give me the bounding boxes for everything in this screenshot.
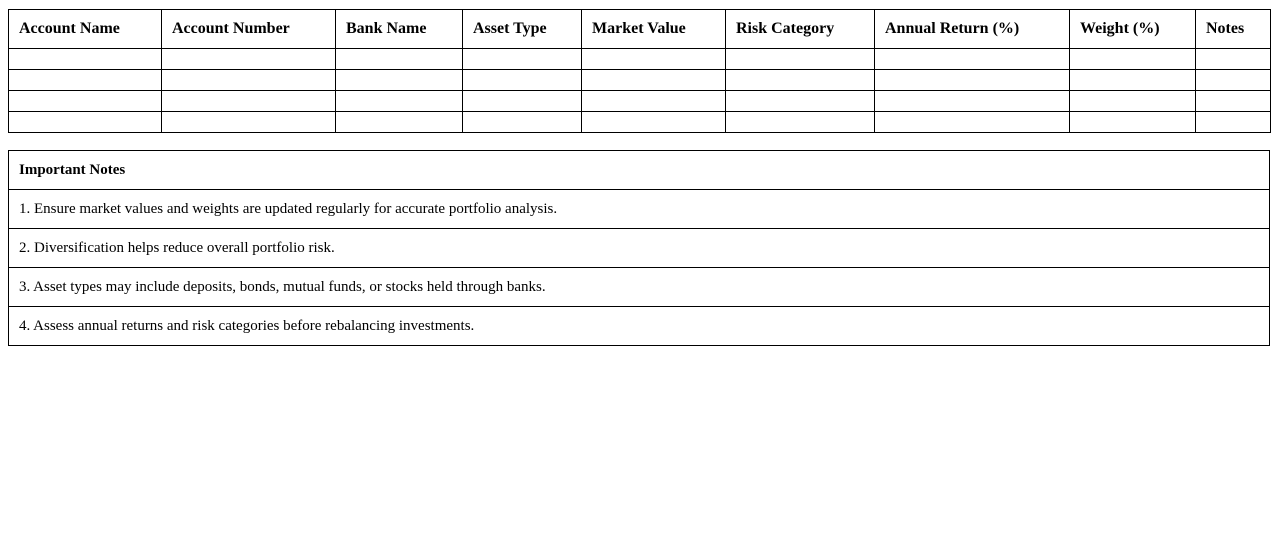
note-item: 4. Assess annual returns and risk categories before rebalancing investments. [9, 307, 1270, 346]
table-cell[interactable] [582, 70, 726, 91]
table-row [9, 91, 1271, 112]
portfolio-table [8, 9, 1271, 133]
table-cell[interactable] [582, 91, 726, 112]
table-cell[interactable] [463, 49, 582, 70]
table-cell[interactable] [726, 49, 875, 70]
table-cell[interactable] [9, 49, 162, 70]
note-row [9, 268, 1270, 307]
table-cell[interactable] [162, 91, 336, 112]
notes-title: Important Notes [9, 151, 1270, 190]
table-cell[interactable] [463, 70, 582, 91]
table-cell[interactable] [582, 112, 726, 133]
table-cell[interactable] [875, 112, 1070, 133]
note-item: 2. Diversification helps reduce overall portfolio risk. [9, 229, 1270, 268]
table-cell[interactable] [582, 49, 726, 70]
table-cell[interactable] [463, 112, 582, 133]
table-cell[interactable] [9, 91, 162, 112]
table-row [9, 112, 1271, 133]
table-cell[interactable] [1196, 112, 1271, 133]
column-header-account-name: Account Name [9, 10, 162, 49]
table-cell[interactable] [9, 112, 162, 133]
table-cell[interactable] [726, 70, 875, 91]
table-cell[interactable] [1196, 91, 1271, 112]
table-cell[interactable] [9, 70, 162, 91]
column-header-notes: Notes [1196, 10, 1271, 49]
table-cell[interactable] [1070, 49, 1196, 70]
column-header-market-value: Market Value [582, 10, 726, 49]
table-cell[interactable] [162, 70, 336, 91]
note-item: 1. Ensure market values and weights are updated regularly for accurate portfolio analysis. [9, 190, 1270, 229]
table-cell[interactable] [162, 49, 336, 70]
note-row [9, 229, 1270, 268]
column-header-bank-name: Bank Name [336, 10, 463, 49]
table-cell[interactable] [726, 91, 875, 112]
note-item: 3. Asset types may include deposits, bonds, mutual funds, or stocks held through banks. [9, 268, 1270, 307]
table-row [9, 70, 1271, 91]
column-header-weight: Weight (%) [1070, 10, 1196, 49]
table-cell[interactable] [162, 112, 336, 133]
table-row [9, 49, 1271, 70]
note-row [9, 307, 1270, 346]
table-cell[interactable] [1196, 70, 1271, 91]
table-cell[interactable] [875, 70, 1070, 91]
table-cell[interactable] [336, 49, 463, 70]
table-cell[interactable] [875, 91, 1070, 112]
table-cell[interactable] [336, 112, 463, 133]
table-cell[interactable] [463, 91, 582, 112]
table-cell[interactable] [1070, 112, 1196, 133]
table-cell[interactable] [1070, 70, 1196, 91]
table-cell[interactable] [875, 49, 1070, 70]
table-cell[interactable] [336, 91, 463, 112]
note-row [9, 190, 1270, 229]
column-header-annual-return: Annual Return (%) [875, 10, 1070, 49]
column-header-account-number: Account Number [162, 10, 336, 49]
column-header-asset-type: Asset Type [463, 10, 582, 49]
important-notes-table [8, 150, 1270, 346]
table-cell[interactable] [1070, 91, 1196, 112]
table-cell[interactable] [336, 70, 463, 91]
table-cell[interactable] [726, 112, 875, 133]
column-header-risk-category: Risk Category [726, 10, 875, 49]
notes-header-row [9, 151, 1270, 190]
table-header-row [9, 10, 1271, 49]
table-cell[interactable] [1196, 49, 1271, 70]
